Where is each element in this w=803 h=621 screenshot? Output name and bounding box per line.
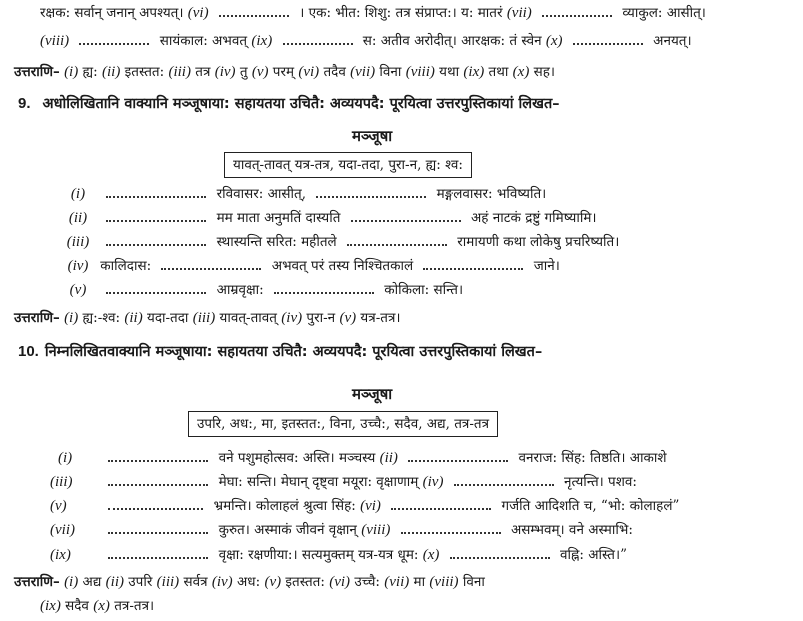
blank-line xyxy=(79,35,149,45)
sentence-text: स्थास्यन्ति सरित: महीतले xyxy=(216,234,337,250)
q10-answers-continued xyxy=(40,596,154,616)
blank-number: (vii) xyxy=(50,522,75,538)
passage-text: वनराज: सिंह: तिष्ठति। आकाशे xyxy=(518,450,667,466)
answers-label: उत्तराणि– xyxy=(14,64,60,80)
passage-text: मेघा: सन्ति। मेघान् दृष्ट्वा मयूरा: वृक्षाणाम् xyxy=(218,474,419,490)
q9-sentence xyxy=(60,232,619,252)
sentence-number: (iv) xyxy=(67,258,89,274)
sentence-text: अहं नाटकं द्रष्टुं गमिष्यामि। xyxy=(470,210,597,226)
q10-passage-line xyxy=(58,448,667,468)
sentence-number: (iii) xyxy=(66,234,90,250)
answer-text: सदैव xyxy=(65,598,89,614)
answer-number: (ii) xyxy=(105,574,124,590)
blank-number: (x) xyxy=(545,33,563,49)
passage-text: स: अतीव अरोदीत्। आरक्षक: तं स्वेन xyxy=(362,33,542,49)
q10-answers xyxy=(14,572,485,592)
answer-text: उपरि xyxy=(128,574,153,590)
sentence-text: कालिदास: xyxy=(100,258,152,274)
answer-number: (iii) xyxy=(156,574,180,590)
sentence-text: आम्रवृक्षा: xyxy=(216,282,264,298)
sentence-text: अभवत् परं तस्य निश्चितकालं xyxy=(271,258,414,274)
answer-number: (viii) xyxy=(429,574,459,590)
prev-answers xyxy=(14,62,555,82)
sentence-text: रामायणी कथा लोकेषु प्रचरिष्यति। xyxy=(457,234,620,250)
answer-text: तु xyxy=(239,64,248,80)
answer-text: मा xyxy=(413,574,426,590)
q10-box-title: मञ्जूषा xyxy=(352,385,393,403)
blank-line xyxy=(351,212,461,222)
blank-line xyxy=(108,524,208,534)
answer-number: (i) xyxy=(64,310,79,326)
q9-box-title: मञ्जूषा xyxy=(352,127,393,145)
passage-text: वृक्षा: रक्षणीया:। सत्यमुक्तम् यत्र-यत्र धूम: xyxy=(218,547,419,563)
blank-line xyxy=(542,7,612,17)
answer-text: यथा xyxy=(439,64,460,80)
answer-number: (iv) xyxy=(214,64,236,80)
blank-number: (vi) xyxy=(187,5,209,21)
q10-heading xyxy=(18,342,542,362)
answer-number: (i) xyxy=(64,64,79,80)
blank-number: (ii) xyxy=(379,450,398,466)
blank-number: (i) xyxy=(58,450,73,466)
sentence-text: रविवासर: आसीत्, xyxy=(216,186,307,202)
q9-sentence xyxy=(60,280,463,300)
answer-number: (viii) xyxy=(405,64,435,80)
answer-number: (x) xyxy=(512,64,530,80)
answer-number: (v) xyxy=(339,310,357,326)
sentence-number: (i) xyxy=(70,186,86,202)
answer-number: (ii) xyxy=(124,310,143,326)
answer-number: (i) xyxy=(64,574,79,590)
blank-line xyxy=(316,188,426,198)
answer-text: यत्र-तत्र। xyxy=(360,310,401,326)
blank-number: (iv) xyxy=(422,474,444,490)
blank-line xyxy=(219,7,289,17)
answer-number: (x) xyxy=(93,598,110,614)
blank-number: (vi) xyxy=(360,498,381,514)
blank-number: (ix) xyxy=(251,33,273,49)
question-instruction: अधोलिखितानि वाक्यानि मञ्जूषाया: सहायतया उचितै: अव्ययपदै: पूरयित्वा उत्तरपुस्तिकायां लिखत– xyxy=(42,96,560,112)
passage-text: असम्भवम्। वने अस्माभि: xyxy=(510,522,633,538)
q10-passage-line xyxy=(50,496,679,516)
question-instruction: निम्नलिखितवाक्यानि मञ्जूषाया: सहायतया उचितै: अव्ययपदै: पूरयित्वा उत्तरपुस्तिकायां लिखत– xyxy=(44,344,543,360)
answer-number: (iii) xyxy=(192,310,216,326)
blank-line xyxy=(106,236,206,246)
blank-number: (iii) xyxy=(50,474,73,490)
answer-text: यदा-तदा xyxy=(146,310,189,326)
answer-text: इतस्तत: xyxy=(124,64,165,80)
passage-text: रक्षक: सर्वान् जनान् अपश्यत्। xyxy=(40,5,184,21)
blank-number: (v) xyxy=(50,498,67,514)
answer-text: तथा xyxy=(488,64,509,80)
q9-word-box: यावत्-तावत् यत्र-तत्र, यदा-तदा, पुरा-न, ह्य: श्व: xyxy=(224,152,472,178)
answer-number: (vii) xyxy=(384,574,410,590)
passage-text: नृत्यन्ति। पशव: xyxy=(564,474,637,490)
answer-text: उच्चै: xyxy=(354,574,380,590)
blank-line xyxy=(347,236,447,246)
answers-label: उत्तराणि– xyxy=(14,574,60,590)
answer-number: (ii) xyxy=(102,64,121,80)
answer-text: सह। xyxy=(533,64,556,80)
blank-line xyxy=(161,260,261,270)
q10-passage-line xyxy=(50,472,637,492)
blank-line xyxy=(106,212,206,222)
blank-line xyxy=(408,452,508,462)
answer-number: (iii) xyxy=(168,64,191,80)
answer-text: तदैव xyxy=(323,64,346,80)
answer-text: सर्वत्र xyxy=(183,574,208,590)
blank-line xyxy=(423,260,523,270)
blank-line xyxy=(573,35,643,45)
q9-answers xyxy=(14,308,401,328)
answer-number: (ix) xyxy=(40,598,61,614)
passage-text: भ्रमन्ति। कोलाहलं श्रुत्वा सिंह: xyxy=(213,498,356,514)
answer-number: (vi) xyxy=(298,64,320,80)
answer-text: पुरा-न xyxy=(306,310,336,326)
sentence-text: मम माता अनुमतिं दास्यति xyxy=(216,210,341,226)
passage-text: कुरुत। अस्माकं जीवनं वृक्षान् xyxy=(218,522,357,538)
answers-label: उत्तराणि– xyxy=(14,310,60,326)
blank-line xyxy=(108,452,208,462)
blank-number: (viii) xyxy=(40,33,70,49)
q9-sentence xyxy=(60,184,546,204)
answer-number: (vi) xyxy=(329,574,351,590)
sentence-text: जाने। xyxy=(533,258,560,274)
blank-number: (viii) xyxy=(361,522,391,538)
blank-line xyxy=(391,500,491,510)
q9-heading xyxy=(18,94,559,114)
passage-text: गर्जति आदिशति च, “भो: कोलाहलं” xyxy=(501,498,680,514)
passage-text: सायंकाल: अभवत् xyxy=(159,33,248,49)
passage-text: अनयत्। xyxy=(653,33,692,49)
blank-number: (ix) xyxy=(50,547,71,563)
blank-line xyxy=(274,284,374,294)
prev-passage-line-2 xyxy=(40,31,692,51)
blank-line xyxy=(108,476,208,486)
answer-text: विना xyxy=(462,574,485,590)
blank-line xyxy=(401,524,501,534)
answer-text: अध: xyxy=(236,574,261,590)
blank-number: (vii) xyxy=(506,5,532,21)
answer-number: (v) xyxy=(251,64,269,80)
answer-number: (iv) xyxy=(211,574,233,590)
answer-number: (vii) xyxy=(350,64,376,80)
answer-text: ह्य:-श्व: xyxy=(82,310,121,326)
blank-line xyxy=(106,284,206,294)
question-number: 9. xyxy=(18,95,31,112)
passage-text: वह्नि: अस्ति।” xyxy=(559,547,627,563)
answer-text: यावत्-तावत् xyxy=(219,310,277,326)
q10-word-box: उपरि, अध:, मा, इतस्तत:, विना, उच्चै:, सदैव, अद्य, तत्र-तत्र xyxy=(188,411,498,437)
blank-line xyxy=(108,549,208,559)
answer-text: परम् xyxy=(272,64,295,80)
answer-number: (ix) xyxy=(463,64,485,80)
q10-passage-line xyxy=(50,545,627,565)
blank-line xyxy=(106,188,206,198)
passage-text: वने पशुमहोत्सव: अस्ति। मञ्चस्य xyxy=(218,450,376,466)
blank-line xyxy=(454,476,554,486)
answer-text: तत्र xyxy=(195,64,211,80)
sentence-number: (ii) xyxy=(68,210,88,226)
blank-line xyxy=(283,35,353,45)
blank-line xyxy=(108,500,203,510)
answer-text: विना xyxy=(379,64,402,80)
passage-text: व्याकुल: आसीत्। xyxy=(622,5,706,21)
sentence-text: कोकिला: सन्ति। xyxy=(384,282,464,298)
blank-line xyxy=(450,549,550,559)
question-number: 10. xyxy=(18,343,39,360)
q9-sentence xyxy=(60,256,560,276)
passage-text: । एक: भीत: शिशु: तत्र संप्राप्त:। य: मातरं xyxy=(299,5,503,21)
sentence-text: मङ्गलवासर: भविष्यति। xyxy=(436,186,547,202)
answer-number: (v) xyxy=(264,574,282,590)
answer-text: इतस्तत: xyxy=(285,574,325,590)
sentence-number: (v) xyxy=(69,282,87,298)
answer-text: ह्य: xyxy=(82,64,98,80)
answer-text: अद्य xyxy=(82,574,102,590)
prev-passage-line-1 xyxy=(40,3,706,23)
q9-sentence xyxy=(60,208,597,228)
blank-number: (x) xyxy=(422,547,440,563)
answer-text: तत्र-तत्र। xyxy=(114,598,155,614)
answer-number: (iv) xyxy=(281,310,303,326)
q10-passage-line xyxy=(50,520,633,540)
